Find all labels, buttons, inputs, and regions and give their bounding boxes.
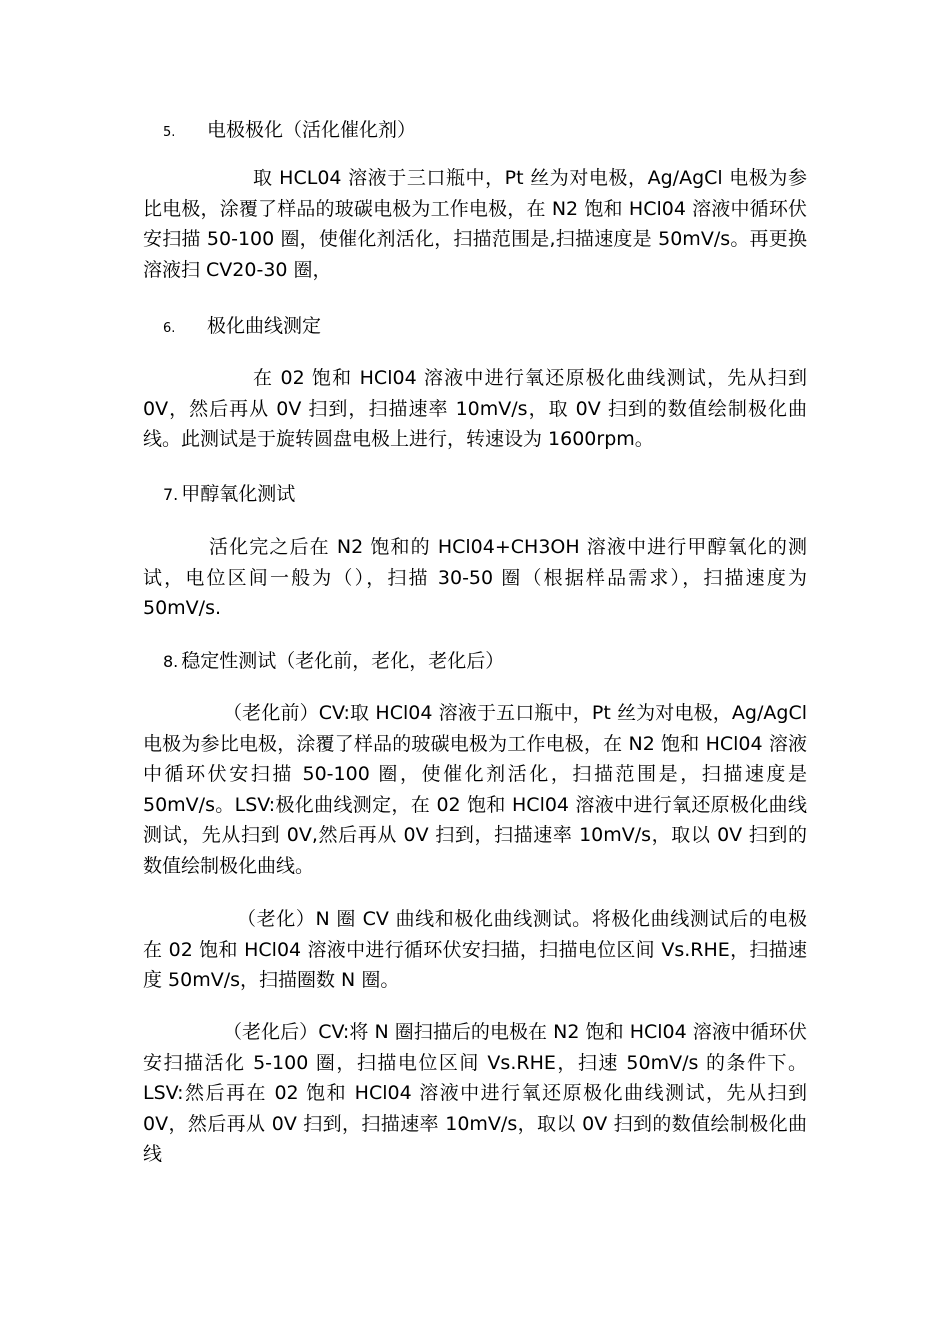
section-7-paragraph: 活化完之后在 N2 饱和的 HCl04+CH3OH 溶液中进行甲醇氧化的测试，电位区间一般为（），扫描 30-50 圈（根据样品需求），扫描速度为 50mV/s.	[143, 536, 807, 619]
section-number: 6.	[163, 321, 176, 336]
section-number: 7.	[163, 485, 179, 504]
section-5-paragraph: 取 HCL04 溶液于三口瓶中，Pt 丝为对电极，Ag/AgCl 电极为参比电极，涂覆了样品的玻碳电极为工作电极，在 N2 饱和 HCl04 溶液中循环伏安扫描 50-100 圈，使催化剂活化，扫描范围是,扫描速度是 50mV/s。再更换溶液扫 CV20-30 圈，	[143, 167, 807, 281]
section-title: 稳定性测试（老化前，老化，老化后）	[181, 650, 505, 672]
section-8-paragraph-pre-aging: （老化前）CV:取 HCl04 溶液于五口瓶中，Pt 丝为对电极，Ag/AgCl 电极为参比电极，涂覆了样品的玻碳电极为工作电极，在 N2 饱和 HCl04 溶液中循环伏安扫描 50-100 圈，使催化剂活化，扫描范围是，扫描速度是 50mV/s。LSV:极化曲线测定，在 02 饱和 HCl04 溶液中进行氧还原极化曲线测试，先从扫到 0V,然后再从 0V 扫到，扫描速率 10mV/s，取以 0V 扫到的数值绘制极化曲线。	[143, 702, 807, 877]
section-number: 8.	[163, 652, 179, 671]
section-8-paragraph-aging: （老化）N 圈 CV 曲线和极化曲线测试。将极化曲线测试后的电极在 02 饱和 HCl04 溶液中进行循环伏安扫描，扫描电位区间 Vs.RHE，扫描速度 50mV/s，扫描圈数 N 圈。	[143, 908, 807, 991]
section-heading-7	[163, 482, 295, 507]
section-8-paragraph-post-aging: （老化后）CV:将 N 圈扫描后的电极在 N2 饱和 HCl04 溶液中循环伏安扫描活化 5-100 圈，扫描电位区间 Vs.RHE，扫速 50mV/s 的条件下。LSV:然后再在 02 饱和 HCl04 溶液中进行氧还原极化曲线测试，先从扫到 0V，然后再从 0V 扫到，扫描速率 10mV/s，取以 0V 扫到的数值绘制极化曲线	[143, 1021, 807, 1165]
section-title: 极化曲线测定	[207, 315, 322, 337]
section-heading-5	[163, 118, 416, 145]
section-number: 5.	[163, 125, 176, 140]
section-heading-6	[163, 314, 321, 341]
section-title: 电极极化（活化催化剂）	[207, 119, 417, 141]
section-heading-8	[163, 649, 504, 674]
section-6-paragraph: 在 02 饱和 HCl04 溶液中进行氧还原极化曲线测试，先从扫到 0V，然后再从 0V 扫到，扫描速率 10mV/s，取 0V 扫到的数值绘制极化曲线。此测试是于旋转圆盘电极上进行，转速设为 1600rpm。	[143, 367, 807, 450]
section-title: 甲醇氧化测试	[181, 483, 296, 505]
